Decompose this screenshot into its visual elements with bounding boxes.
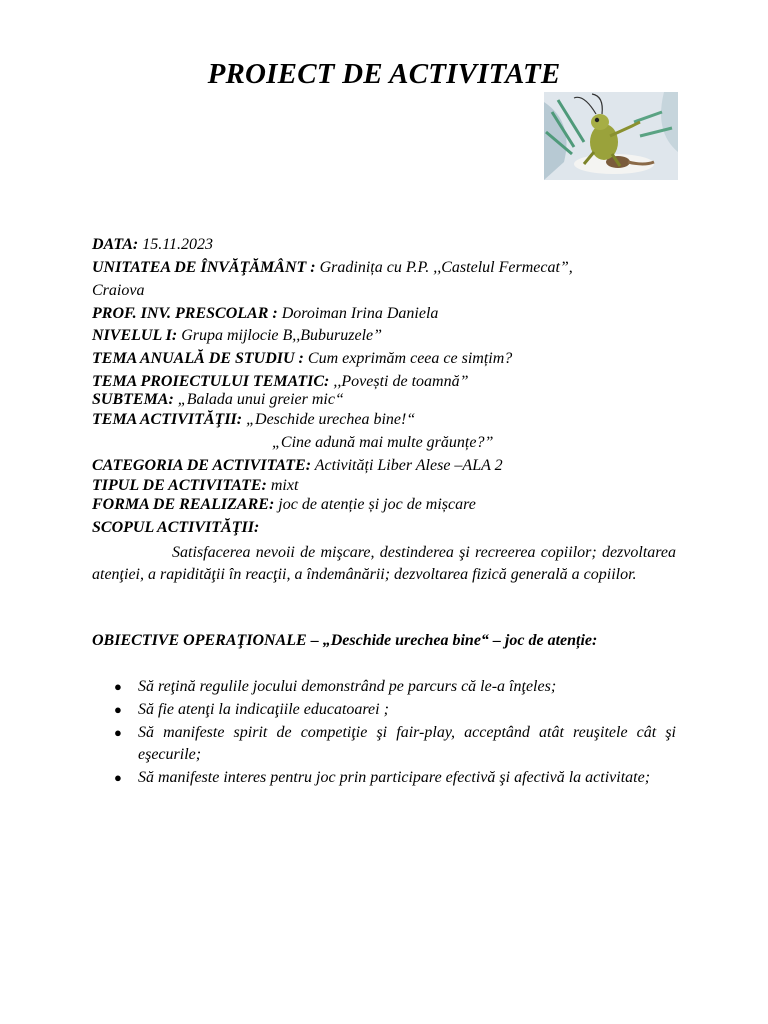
field-label: UNITATEA DE ÎNVĂŢĂMÂNT : xyxy=(92,259,316,276)
field-unitatea-continued: Craiova xyxy=(92,282,145,299)
objectives-heading: OBIECTIVE OPERAŢIONALE – „Deschide urechea bine“ – joc de atenție: xyxy=(92,632,598,649)
field-tema-activitatii xyxy=(92,411,415,429)
field-value: mixt xyxy=(266,477,299,494)
field-value: Grupa mijlocie B,,Buburuzele” xyxy=(177,327,383,344)
list-item xyxy=(92,699,676,721)
field-prof xyxy=(92,305,438,323)
objectives-list xyxy=(92,676,676,790)
field-value: 15.11.2023 xyxy=(138,236,214,253)
scope-text: Satisfacerea nevoii de mişcare, destinderea şi recreerea copiilor; dezvoltarea atenţiei, a rapidităţii în reacţii, a îndemânării; dezvoltarea fizică generală a copiilor. xyxy=(92,544,676,583)
field-value: „Deschide urechea bine!“ xyxy=(242,411,416,428)
field-scopul: SCOPUL ACTIVITĂŢII: xyxy=(92,519,260,536)
field-value: joc de atenție și joc de mișcare xyxy=(274,496,476,513)
field-tipul xyxy=(92,477,298,495)
bullet-icon: ● xyxy=(114,725,122,740)
field-tema-anuala xyxy=(92,350,512,368)
field-value: Activități Liber Alese –ALA 2 xyxy=(311,457,503,474)
field-forma xyxy=(92,496,476,514)
field-label: TEMA PROIECTULUI TEMATIC: xyxy=(92,373,330,390)
field-label: TIPUL DE ACTIVITATE: xyxy=(92,477,267,494)
field-label: TEMA ANUALĂ DE STUDIU : xyxy=(92,350,304,367)
bullet-icon: ● xyxy=(114,702,122,717)
field-label: TEMA ACTIVITĂŢII: xyxy=(92,411,243,428)
field-categoria xyxy=(92,457,503,475)
field-unitatea xyxy=(92,259,573,277)
field-nivelul xyxy=(92,327,382,345)
field-value: Doroiman Irina Daniela xyxy=(277,305,439,322)
page-title: PROIECT DE ACTIVITATE xyxy=(207,58,561,90)
field-value: „Balada unui greier mic“ xyxy=(173,391,344,408)
field-data xyxy=(92,236,213,254)
field-value: Cum exprimăm ceea ce simțim? xyxy=(303,350,513,367)
list-item xyxy=(92,676,676,698)
cricket-illustration-icon xyxy=(544,92,678,180)
field-subtema xyxy=(92,391,344,409)
field-label: PROF. INV. PRESCOLAR : xyxy=(92,305,278,322)
objective-text: Să fie atenţi la indicaţiile educatoarei ; xyxy=(138,701,389,718)
field-label: NIVELUL I: xyxy=(92,327,178,344)
field-label: CATEGORIA DE ACTIVITATE: xyxy=(92,457,312,474)
objective-text: Să manifeste interes pentru joc prin participare efectivă şi afectivă la activitate; xyxy=(138,769,651,786)
field-label: FORMA DE REALIZARE: xyxy=(92,496,275,513)
field-value: ,,Povești de toamnă” xyxy=(329,373,469,390)
objective-text: Să reţină regulile jocului demonstrând pe parcurs că le-a înţeles; xyxy=(138,678,557,695)
bullet-icon: ● xyxy=(114,679,122,694)
list-item xyxy=(92,722,676,766)
field-tema-activitatii-second: „Cine adună mai multe grăunțe?” xyxy=(272,434,494,451)
scope-paragraph xyxy=(92,542,676,586)
field-value: Gradinița cu P.P. ,,Castelul Fermecat”, xyxy=(315,259,573,276)
field-tema-proiect xyxy=(92,373,468,391)
list-item xyxy=(92,767,676,789)
field-label: DATA: xyxy=(92,236,139,253)
bullet-icon: ● xyxy=(114,770,122,785)
objective-text: Să manifeste spirit de competiţie şi fair-play, acceptând atât reuşitele cât şi eşecurile; xyxy=(138,724,676,763)
field-label: SUBTEMA: xyxy=(92,391,174,408)
